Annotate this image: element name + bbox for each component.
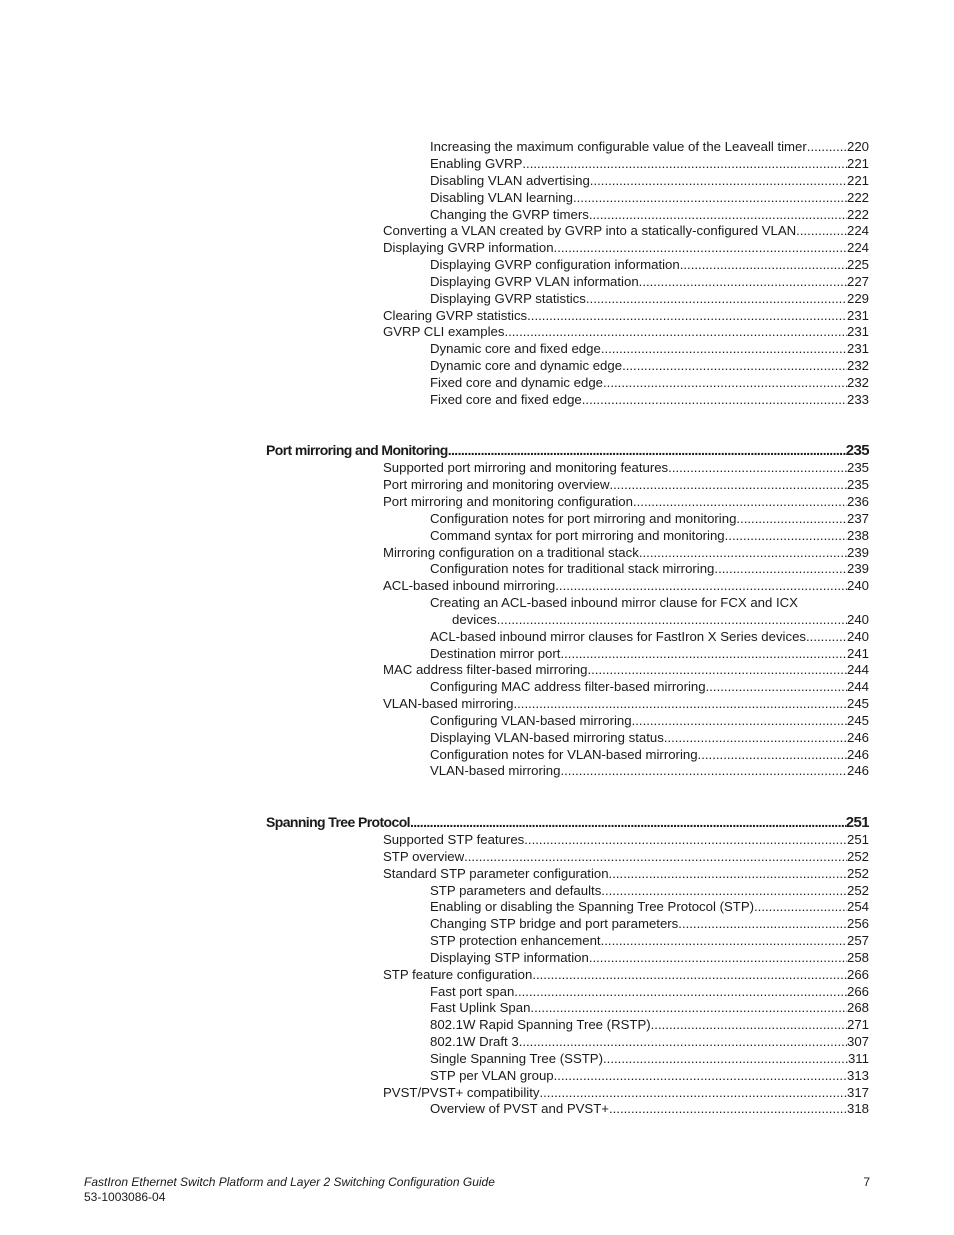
toc-entry[interactable]: [383, 476, 869, 493]
toc-entry-page: 227: [846, 274, 869, 289]
toc-entry-page: 252: [846, 849, 869, 864]
toc-entry-title: Port mirroring and monitoring overview: [383, 477, 610, 492]
dot-leader: [522, 155, 847, 172]
toc-entry-page: 235: [846, 460, 869, 475]
dot-leader: [603, 374, 847, 391]
toc-entry-title: Displaying GVRP statistics: [430, 291, 586, 306]
dot-leader: [698, 746, 847, 763]
toc-entry-page: 266: [846, 984, 869, 999]
toc-entry[interactable]: [383, 661, 869, 678]
toc-entry-title: Single Spanning Tree (SSTP): [430, 1051, 603, 1066]
toc-entry-title: Creating an ACL-based inbound mirror clause for FCX and ICX: [430, 595, 798, 610]
toc-entry[interactable]: [383, 459, 869, 476]
toc-entry-title: Standard STP parameter configuration: [383, 866, 609, 881]
toc-entry-page: 232: [846, 358, 869, 373]
toc-entry-title: Configuration notes for port mirroring and monitoring: [430, 511, 737, 526]
toc-entry-title: Mirroring configuration on a traditional stack: [383, 545, 639, 560]
toc-entry-page: 266: [846, 967, 869, 982]
toc-entry-page: 244: [846, 679, 869, 694]
toc-entry[interactable]: [383, 966, 869, 983]
dot-leader: [806, 628, 847, 645]
toc-entry[interactable]: [430, 999, 869, 1016]
toc-entry-page: 251: [846, 832, 869, 847]
dot-leader: [680, 256, 847, 273]
dot-leader: [589, 206, 847, 223]
toc-entry-page: 239: [846, 545, 869, 560]
dot-leader: [464, 848, 847, 865]
dot-leader: [633, 493, 847, 510]
toc-entry[interactable]: [383, 323, 869, 340]
dot-leader: [754, 898, 847, 915]
toc-entry-title: Supported port mirroring and monitoring features: [383, 460, 669, 475]
toc-entry[interactable]: [430, 712, 869, 729]
toc-entry[interactable]: [430, 898, 869, 915]
dot-leader: [807, 138, 847, 155]
toc-entry[interactable]: [430, 1016, 869, 1033]
toc-entry-page: 231: [846, 308, 869, 323]
dot-leader: [560, 645, 847, 662]
dot-leader: [678, 915, 847, 932]
toc-entry-title: Displaying GVRP VLAN information: [430, 274, 639, 289]
dot-leader: [539, 1084, 847, 1101]
toc-entry-title: Displaying STP information: [430, 950, 589, 965]
toc-entry[interactable]: [430, 645, 869, 662]
dot-leader: [527, 307, 847, 324]
toc-entry-title: Clearing GVRP statistics: [383, 308, 528, 323]
toc-entry-title: STP protection enhancement: [430, 933, 601, 948]
toc-entry-title: STP per VLAN group: [430, 1068, 554, 1083]
footer-guide-title: FastIron Ethernet Switch Platform and Layer 2 Switching Configuration Guide: [84, 1175, 495, 1189]
toc-entry-page: 224: [846, 240, 869, 255]
toc-entry[interactable]: [430, 1050, 869, 1067]
dot-leader: [632, 712, 847, 729]
toc-entry[interactable]: [430, 932, 869, 949]
toc-entry-page: 246: [846, 730, 869, 745]
toc-entry-title: MAC address filter-based mirroring: [383, 662, 588, 677]
toc-entry-title: Fast port span: [430, 984, 515, 999]
toc-entry-title: Changing STP bridge and port parameters: [430, 916, 679, 931]
toc-entry-title: Enabling or disabling the Spanning Tree Protocol (STP): [430, 899, 755, 914]
toc-entry[interactable]: [430, 290, 869, 307]
toc-entry-title: Changing the GVRP timers: [430, 207, 589, 222]
toc-entry[interactable]: [430, 172, 869, 189]
toc-entry-title: STP feature configuration: [383, 967, 533, 982]
toc-entry-title: ACL-based inbound mirroring: [383, 578, 556, 593]
toc-entry[interactable]: [430, 1100, 869, 1117]
toc-entry-continuation[interactable]: [452, 611, 869, 628]
toc-entry-page: 229: [846, 291, 869, 306]
dot-leader: [513, 695, 847, 712]
toc-entry-title: ACL-based inbound mirror clauses for FastIron X Series devices: [430, 629, 807, 644]
toc-entry-page: 271: [846, 1017, 869, 1032]
toc-entry-page: 244: [846, 662, 869, 677]
toc-entry-title: Disabling VLAN advertising: [430, 173, 590, 188]
dot-leader: [639, 544, 847, 561]
toc-entry-page: 231: [846, 324, 869, 339]
dot-leader: [554, 1067, 847, 1084]
toc-entry-title: Converting a VLAN created by GVRP into a statically-configured VLAN: [383, 223, 797, 238]
toc-entry-page: 221: [846, 173, 869, 188]
dot-leader: [601, 882, 847, 899]
toc-entry[interactable]: [383, 695, 869, 712]
toc-entry-title: VLAN-based mirroring: [430, 763, 561, 778]
toc-entry[interactable]: [430, 138, 869, 155]
toc-entry-page: 221: [846, 156, 869, 171]
toc-entry-title: 802.1W Draft 3: [430, 1034, 519, 1049]
toc-entry-page: 268: [846, 1000, 869, 1015]
toc-entry-title: Port mirroring and monitoring configuration: [383, 494, 633, 509]
dot-leader: [706, 678, 847, 695]
dot-leader: [639, 273, 847, 290]
toc-entry-page: 307: [846, 1034, 869, 1049]
toc-entry-title: GVRP CLI examples: [383, 324, 505, 339]
toc-entry-page: 318: [846, 1101, 869, 1116]
toc-entry[interactable]: [430, 746, 869, 763]
dot-leader: [504, 323, 847, 340]
toc-entry-page: 257: [846, 933, 869, 948]
toc-entry-title: PVST/PVST+ compatibility: [383, 1085, 540, 1100]
dot-leader: [664, 729, 847, 746]
toc-entry-page: 241: [846, 646, 869, 661]
toc-entry-title: Fixed core and dynamic edge: [430, 375, 604, 390]
toc-entry[interactable]: [430, 762, 869, 779]
dot-leader: [410, 813, 846, 831]
toc-entry[interactable]: [430, 729, 869, 746]
toc-entry-title: 802.1W Rapid Spanning Tree (RSTP): [430, 1017, 651, 1032]
dot-leader: [514, 983, 847, 1000]
toc-entry-page: 245: [846, 696, 869, 711]
toc-entry-page: 240: [846, 612, 869, 627]
toc-entry-page: 246: [846, 747, 869, 762]
toc-entry[interactable]: [383, 307, 869, 324]
dot-leader: [560, 762, 847, 779]
toc-entry[interactable]: [383, 848, 869, 865]
dot-leader: [555, 577, 847, 594]
toc-entry-title: Displaying GVRP configuration information: [430, 257, 680, 272]
toc-entry-title: Supported STP features: [383, 832, 525, 847]
toc-entry[interactable]: [430, 155, 869, 172]
dot-leader: [554, 239, 847, 256]
toc-entry[interactable]: [383, 493, 869, 510]
dot-leader: [519, 1033, 847, 1050]
toc-entry-title: Configuring VLAN-based mirroring: [430, 713, 632, 728]
toc-entry-page: 246: [846, 763, 869, 778]
toc-entry-page: 256: [846, 916, 869, 931]
toc-chapter-port-mirroring[interactable]: [266, 441, 869, 459]
toc-entry-page: 235: [846, 477, 869, 492]
toc-entry-title: Configuration notes for VLAN-based mirroring: [430, 747, 698, 762]
toc-entry[interactable]: [430, 374, 869, 391]
toc-entry-page: 245: [846, 713, 869, 728]
toc-entry-page: 238: [846, 528, 869, 543]
toc-entry-page: 224: [846, 223, 869, 238]
toc-entry[interactable]: [430, 391, 869, 408]
toc-entry-title: Increasing the maximum configurable value of the Leaveall timer: [430, 139, 807, 154]
toc-entry-page: 239: [846, 561, 869, 576]
toc-entry[interactable]: [430, 882, 869, 899]
dot-leader: [586, 290, 847, 307]
toc-entry-title: Dynamic core and fixed edge: [430, 341, 601, 356]
toc-entry-page: 258: [846, 950, 869, 965]
dot-leader: [582, 391, 847, 408]
toc-chapter-stp[interactable]: [266, 813, 869, 831]
toc-entry-title: Fast Uplink Span: [430, 1000, 531, 1015]
toc-entry-page: 220: [846, 139, 869, 154]
toc-entry-page: 240: [846, 629, 869, 644]
toc-entry[interactable]: [430, 1033, 869, 1050]
toc-entry-title: Configuring MAC address filter-based mirroring: [430, 679, 706, 694]
toc-entry-page: 233: [846, 392, 869, 407]
toc-entry-first-line[interactable]: [430, 594, 869, 611]
toc-entry[interactable]: [430, 949, 869, 966]
toc-entry-title: Displaying GVRP information: [383, 240, 554, 255]
toc-entry-page: 252: [846, 883, 869, 898]
toc-entry[interactable]: [383, 222, 869, 239]
toc-entry-title-continuation: devices: [452, 612, 497, 627]
dot-leader: [668, 459, 847, 476]
chapter-title: Port mirroring and Monitoring: [266, 442, 448, 458]
toc-entry[interactable]: [430, 273, 869, 290]
toc-entry-page: 313: [846, 1068, 869, 1083]
toc-entry[interactable]: [383, 577, 869, 594]
toc-entry-page: 240: [846, 578, 869, 593]
toc-entry-title: Overview of PVST and PVST+: [430, 1101, 609, 1116]
dot-leader: [601, 340, 847, 357]
toc-entry-page: 311: [847, 1051, 869, 1066]
toc-entry[interactable]: [383, 831, 869, 848]
dot-leader: [796, 222, 847, 239]
toc-entry-title: Displaying VLAN-based mirroring status: [430, 730, 664, 745]
dot-leader: [651, 1016, 847, 1033]
chapter-title: Spanning Tree Protocol: [266, 814, 410, 830]
toc-entry-page: 231: [846, 341, 869, 356]
dot-leader: [524, 831, 847, 848]
dot-leader: [714, 560, 847, 577]
toc-entry[interactable]: [383, 239, 869, 256]
toc-entry[interactable]: [383, 1084, 869, 1101]
toc-entry-page: 225: [846, 257, 869, 272]
toc-entry-title: VLAN-based mirroring: [383, 696, 514, 711]
toc-entry[interactable]: [430, 510, 869, 527]
toc-entry[interactable]: [430, 206, 869, 223]
dot-leader: [587, 661, 847, 678]
toc-entry[interactable]: [430, 983, 869, 1000]
toc-entry-page: 317: [846, 1085, 869, 1100]
toc-entry[interactable]: [430, 678, 869, 695]
dot-leader: [609, 1100, 847, 1117]
toc-entry[interactable]: [383, 544, 869, 561]
dot-leader: [573, 189, 847, 206]
dot-leader: [532, 966, 847, 983]
toc-entry-title: Configuration notes for traditional stack mirroring: [430, 561, 715, 576]
toc-entry[interactable]: [430, 915, 869, 932]
toc-entry-page: 222: [846, 190, 869, 205]
toc-entry-page: 232: [846, 375, 869, 390]
toc-entry[interactable]: [430, 527, 869, 544]
footer-page-number: 7: [863, 1175, 870, 1189]
chapter-page: 251: [845, 814, 869, 831]
dot-leader: [589, 949, 847, 966]
toc-entry[interactable]: [430, 560, 869, 577]
dot-leader: [622, 357, 847, 374]
toc-entry-page: 222: [846, 207, 869, 222]
toc-entry-title: STP overview: [383, 849, 465, 864]
dot-leader: [601, 932, 847, 949]
dot-leader: [590, 172, 847, 189]
toc-entry-title: Disabling VLAN learning: [430, 190, 573, 205]
toc-entry-page: 237: [846, 511, 869, 526]
toc-entry-title: Dynamic core and dynamic edge: [430, 358, 623, 373]
toc-entry[interactable]: [430, 1067, 869, 1084]
toc-entry[interactable]: [430, 628, 869, 645]
dot-leader: [497, 611, 847, 628]
footer-doc-number: 53-1003086-04: [84, 1190, 166, 1204]
toc-entry[interactable]: [430, 340, 869, 357]
dot-leader: [530, 999, 847, 1016]
dot-leader: [448, 441, 846, 459]
dot-leader: [736, 510, 847, 527]
toc-entry[interactable]: [430, 189, 869, 206]
toc-entry-page: 254: [846, 899, 869, 914]
toc-entry[interactable]: [383, 865, 869, 882]
dot-leader: [725, 527, 847, 544]
chapter-page: 235: [845, 442, 869, 459]
dot-leader: [603, 1050, 848, 1067]
toc-entry-title: Enabling GVRP: [430, 156, 523, 171]
toc-entry-page: 252: [846, 866, 869, 881]
toc-entry-title: STP parameters and defaults: [430, 883, 602, 898]
toc-entry-title: Destination mirror port: [430, 646, 561, 661]
dot-leader: [609, 476, 847, 493]
toc-entry[interactable]: [430, 256, 869, 273]
toc-entry[interactable]: [430, 357, 869, 374]
dot-leader: [609, 865, 847, 882]
toc-entry-title: Fixed core and fixed edge: [430, 392, 582, 407]
toc-entry-title: Command syntax for port mirroring and monitoring: [430, 528, 725, 543]
toc-entry-page: 236: [846, 494, 869, 509]
